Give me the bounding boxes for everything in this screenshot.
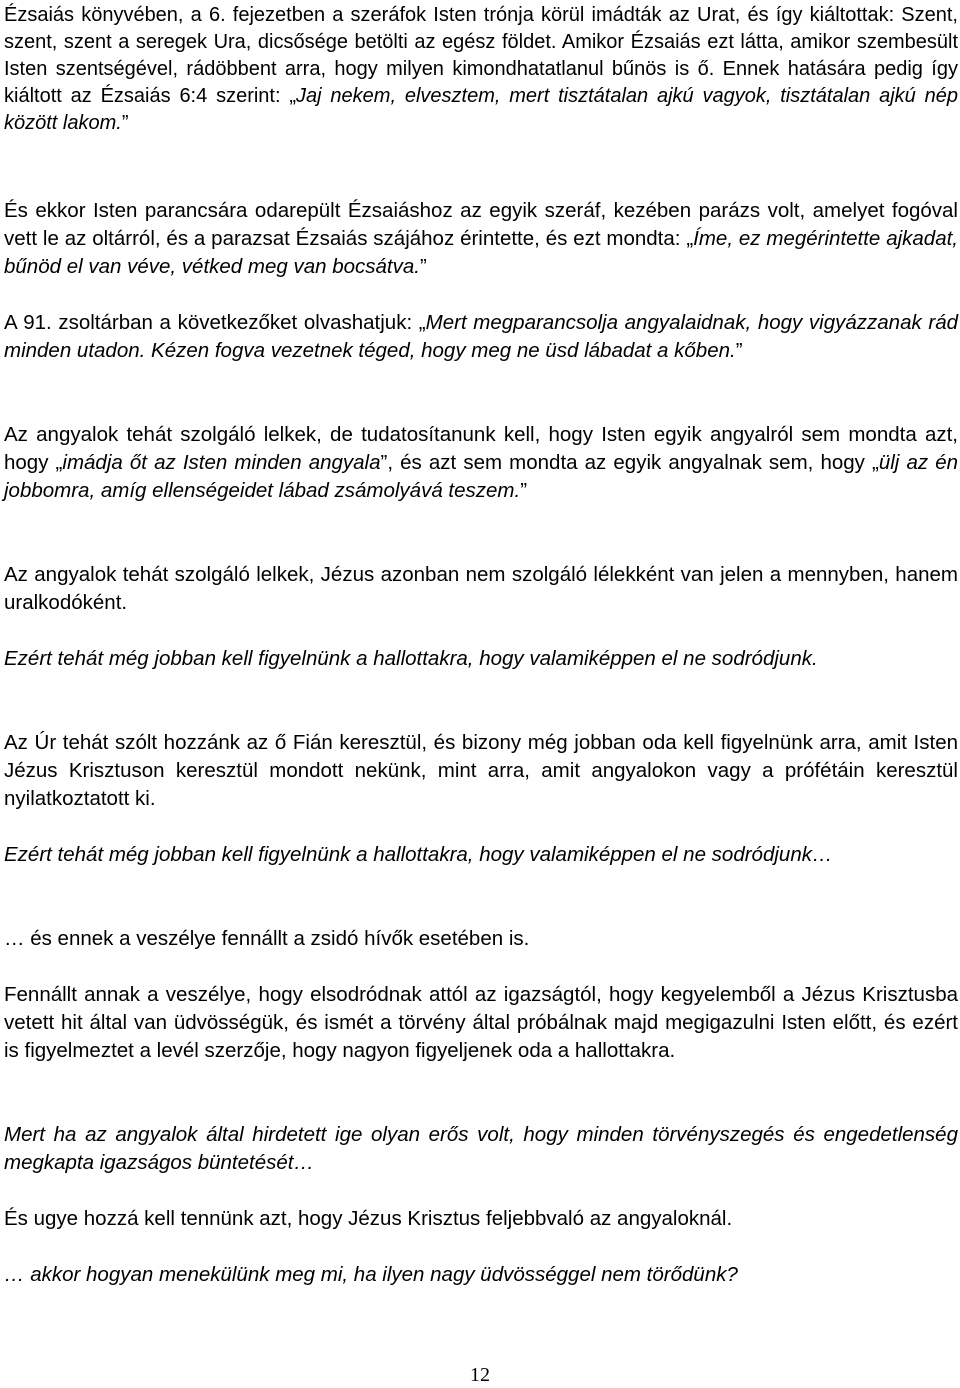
text-segment: A 91. zsoltárban a következőket olvashatjuk: „ [4, 311, 426, 334]
paragraph-drifting-away [4, 981, 958, 1065]
quote-segment: imádja őt az Isten minden angyala [62, 451, 381, 474]
page-number: 12 [470, 1364, 490, 1386]
paragraph-lord-spoke [4, 729, 958, 813]
paragraph-jesus-ruler [4, 561, 958, 617]
closing-quote: ” [520, 479, 528, 502]
quote-segment: ülj az én jobbomra, amíg ellenségeidet lábad zsámolyává teszem. [4, 451, 959, 502]
text-segment: Az angyalok tehát szolgáló lelkek, de tudatosítanunk kell, hogy Isten egyik angyalról sem mondta azt, hogy „ [4, 423, 958, 474]
paragraph-danger [4, 925, 958, 953]
closing-quote: ” [419, 255, 427, 278]
paragraph-ministering-spirits [4, 421, 958, 505]
paragraph-pay-attention-1 [4, 645, 958, 673]
quote-segment: Ezért tehát még jobban kell figyelnünk a hallottakra, hogy valamiképpen el ne sodródjunk. [4, 647, 818, 670]
closing-quote: ” [735, 339, 743, 362]
paragraph-isaiah-vision [4, 2, 958, 137]
paragraph-pay-attention-2 [4, 841, 958, 869]
text-segment: … és ennek a veszélye fennállt a zsidó hívők esetében is. [4, 927, 530, 950]
text-segment: Az Úr tehát szólt hozzánk az ő Fián keresztül, és bizony még jobban oda kell figyelnünk arra, amit Isten Jézus Krisztuson keresztül mondott nekünk, mint arra, amit angyalokon vagy a prófétáin keresztül nyilatkoztatott ki. [4, 731, 958, 810]
quote-segment: Ezért tehát még jobban kell figyelnünk a hallottakra, hogy valamiképpen el ne sodródjunk… [4, 843, 833, 866]
quote-segment: … akkor hogyan menekülünk meg mi, ha ilyen nagy üdvösséggel nem törődünk? [4, 1263, 738, 1286]
quote-segment: Mert megparancsolja angyalaidnak, hogy vigyázzanak rád minden utadon. Kézen fogva vezetnek téged, hogy meg ne üsd lábadat a kőben. [4, 311, 958, 362]
text-segment: Ézsaiás könyvében, a 6. fejezetben a szeráfok Isten trónja körül imádták az Urat, és így kiáltottak: Szent, szent, szent a seregek Ura, dicsősége betölti az egész földet. Amikor Ézsaiás ezt látta, amikor szembesült Isten szentségével, rádöbbent arra, hogy milyen kimondhatatlanul bűnös is ő. Ennek hatására pedig így kiáltott az Ézsaiás 6:4 szerint: „ [4, 4, 958, 107]
quote-segment: Mert ha az angyalok által hirdetett ige olyan erős volt, hogy minden törvényszegés és engedetlenség megkapta igazságos büntetését… [4, 1123, 958, 1174]
paragraph-seraph-coal [4, 197, 958, 281]
paragraph-jesus-superior [4, 1205, 958, 1233]
text-segment: És ugye hozzá kell tennünk azt, hogy Jézus Krisztus feljebbvaló az angyaloknál. [4, 1207, 733, 1230]
text-segment: És ekkor Isten parancsára odarepült Ézsaiáshoz az egyik szeráf, kezében parázs volt, amelyet fogóval vett le az oltárról, és a parazsat Ézsaiás szájához érintette, és ezt mondta: „ [4, 199, 958, 250]
quote-segment: Jaj nekem, elvesztem, mert tisztátalan ajkú vagyok, tisztátalan ajkú nép között lakom. [4, 85, 958, 134]
quote-segment: Íme, ez megérintette ajkadat, bűnöd el van véve, vétked meg van bocsátva. [4, 227, 958, 278]
paragraph-psalm-91 [4, 309, 958, 365]
text-segment: Az angyalok tehát szolgáló lelkek, Jézus azonban nem szolgáló lélekként van jelen a mennyben, hanem uralkodóként. [4, 563, 958, 614]
paragraph-angels-word [4, 1121, 958, 1177]
text-segment: ”, és azt sem mondta az egyik angyalnak sem, hogy „ [380, 451, 879, 474]
closing-quote: ” [121, 112, 129, 134]
paragraph-escape-question [4, 1261, 958, 1289]
text-segment: Fennállt annak a veszélye, hogy elsodródnak attól az igazságtól, hogy kegyelemből a Jézus Krisztusba vetett hit által van üdvösségük, és ismét a törvény által próbálnak majd megigazulni Isten előtt, és ezért is figyelmeztet a levél szerzője, hogy nagyon figyeljenek oda a hallottakra. [4, 983, 958, 1062]
